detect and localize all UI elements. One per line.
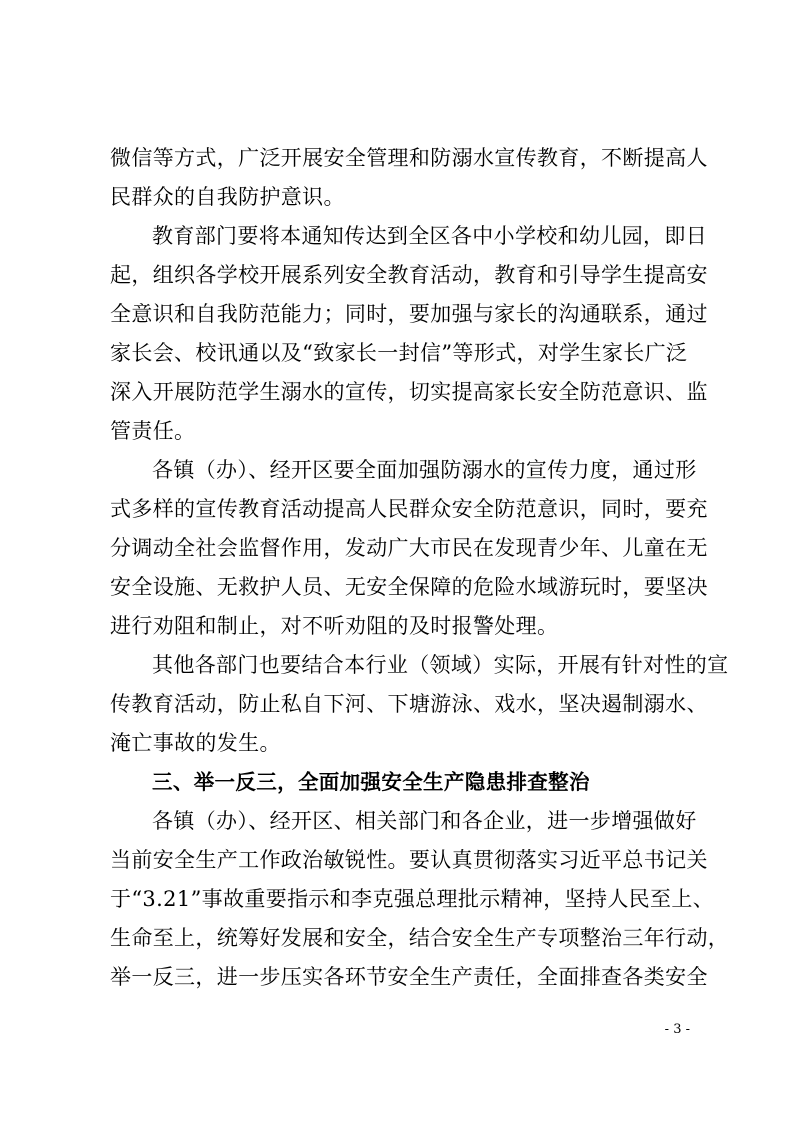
paragraph-line: 式多样的宣传教育活动提高人民群众安全防范意识，同时，要充: [110, 497, 708, 521]
paragraph-line: 民群众的自我防护意识。: [110, 185, 345, 209]
paragraph-line: 分调动全社会监督作用，发动广大市民在发现青少年、儿童在无: [110, 536, 708, 560]
paragraph-line: 安全设施、无救护人员、无安全保障的危险水域游玩时，要坚决: [110, 575, 708, 599]
paragraph-line: 管责任。: [110, 419, 196, 443]
paragraph-line: 其他各部门也要结合本行业（领域）实际，开展有针对性的宣: [152, 653, 729, 677]
paragraph-line: 进行劝阻和制止，对不听劝阻的及时报警处理。: [110, 614, 559, 638]
paragraph-line: 淹亡事故的发生。: [110, 731, 281, 755]
paragraph-line: 传教育活动，防止私自下河、下塘游泳、戏水，坚决遏制溺水、: [110, 692, 708, 716]
paragraph-line: 举一反三，进一步压实各环节安全生产责任，全面排查各类安全: [110, 965, 708, 989]
paragraph-line: 深入开展防范学生溺水的宣传，切实提高家长安全防范意识、监: [110, 380, 708, 404]
section-heading: 三、举一反三，全面加强安全生产隐患排查整治: [152, 770, 590, 794]
paragraph-line: 当前安全生产工作政治敏锐性。要认真贯彻落实习近平总书记关: [110, 848, 708, 872]
paragraph-line: 生命至上，统筹好发展和安全，结合安全生产专项整治三年行动，: [110, 926, 730, 950]
paragraph-line: 各镇（办）、经开区、相关部门和各企业，进一步增强做好: [152, 809, 697, 833]
paragraph-line: 家长会、校讯通以及“致家长一封信”等形式，对学生家长广泛: [110, 341, 688, 365]
paragraph-line: 微信等方式，广泛开展安全管理和防溺水宣传教育，不断提高人: [110, 146, 708, 170]
paragraph-line: 起，组织各学校开展系列安全教育活动，教育和引导学生提高安: [110, 263, 708, 287]
paragraph-line: 各镇（办）、经开区要全面加强防溺水的宣传力度，通过形: [152, 458, 697, 482]
paragraph-line: 全意识和自我防范能力；同时，要加强与家长的沟通联系，通过: [110, 302, 708, 326]
paragraph-line: 于“3.21”事故重要指示和李克强总理批示精神，坚持人民至上、: [110, 887, 715, 911]
paragraph-line: 教育部门要将本通知传达到全区各中小学校和幼儿园，即日: [152, 224, 708, 248]
page-number: - 3 -: [664, 1022, 690, 1037]
